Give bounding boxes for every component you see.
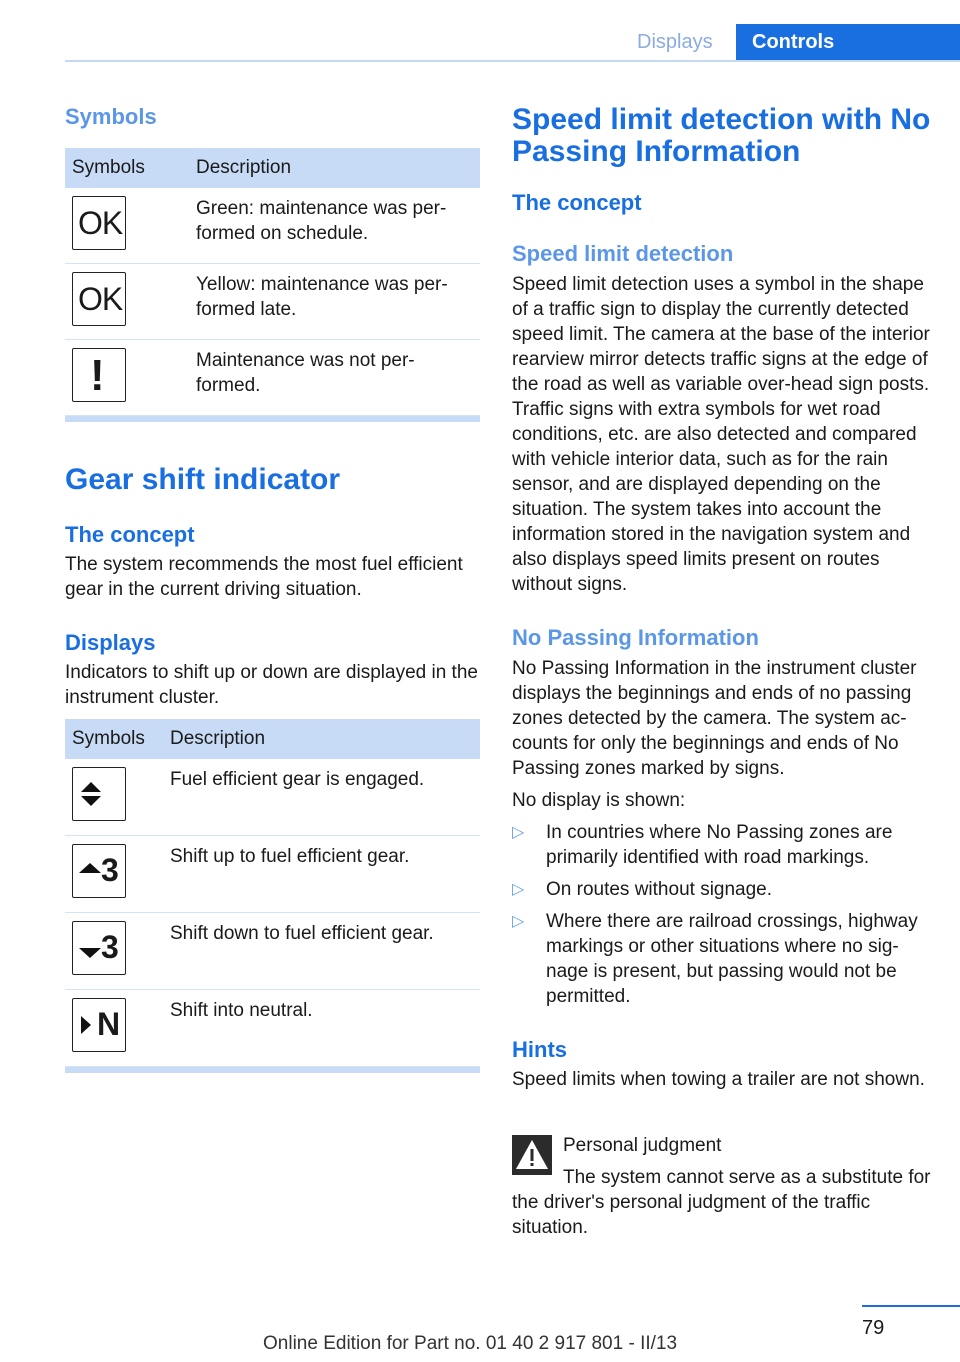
footer-rule: [862, 1305, 960, 1307]
table-row: [65, 759, 480, 836]
no-display-list: [512, 820, 932, 1009]
no-passing-text: No Passing Information in the instrument cluster displays the beginnings and ends of no passing zones detected by the camera. The system ac-counts for only the beginnings and ends of No Passing zones marked by signs.: [512, 658, 917, 779]
shift-down-icon: 3: [72, 921, 126, 975]
gear-shift-symbols-table: [65, 719, 480, 1073]
column-header-symbols: Symbols: [72, 728, 145, 749]
no-display-text: No display is shown:: [512, 790, 686, 811]
row-description: Green: maintenance was per- formed on schedule.: [196, 198, 447, 244]
displays-heading: Displays: [65, 630, 156, 655]
concept-heading: The concept: [65, 522, 195, 547]
gear-shift-title: Gear shift indicator: [65, 463, 341, 496]
table-row: [65, 913, 480, 990]
triangle-bullet-icon: ▷: [512, 913, 525, 930]
no-passing-heading: No Passing Information: [512, 625, 759, 650]
symbols-heading: Symbols: [65, 104, 157, 129]
column-header-symbols: Symbols: [72, 157, 145, 178]
shift-neutral-icon: N: [72, 998, 126, 1052]
table-row: [65, 188, 480, 264]
warning-triangle-icon: [512, 1135, 552, 1175]
exclamation-icon: !: [72, 348, 126, 402]
ok-green-icon: OK: [72, 196, 126, 250]
row-description: Shift into neutral.: [170, 1000, 313, 1021]
concept-text: The system recommends the most fuel efficient gear in the current driving situation.: [65, 554, 463, 600]
page-number: 79: [862, 1317, 885, 1339]
table-header: [65, 148, 480, 188]
hints-heading: Hints: [512, 1037, 567, 1062]
warning-title: Personal judgment: [563, 1135, 722, 1156]
speed-limit-title: Speed limit detection with No Passing Information: [512, 103, 931, 168]
table-row: [65, 990, 480, 1067]
row-description: Maintenance was not per- formed.: [196, 350, 415, 396]
edition-footer: Online Edition for Part no. 01 40 2 917 801 - II/13: [263, 1333, 678, 1354]
table-row: [65, 264, 480, 340]
gear-engaged-icon: [72, 767, 126, 821]
list-item: ▷ In countries where No Passing zones are primarily identified with road markings.: [512, 822, 893, 868]
row-description: Fuel efficient gear is engaged.: [170, 769, 425, 790]
displays-text: Indicators to shift up or down are displayed in the instrument cluster.: [65, 662, 478, 708]
header-rule: [65, 60, 960, 62]
triangle-bullet-icon: ▷: [512, 824, 525, 841]
row-description: Yellow: maintenance was per- formed late.: [196, 274, 448, 320]
table-header: [65, 719, 480, 759]
table-row: [65, 836, 480, 913]
table-end-rule: [65, 1067, 480, 1073]
hints-text: Speed limits when towing a trailer are not shown.: [512, 1069, 925, 1090]
shift-up-icon: 3: [72, 844, 126, 898]
row-description: Shift down to fuel efficient gear.: [170, 923, 434, 944]
table-end-rule: [65, 416, 480, 422]
list-item: ▷ Where there are railroad crossings, highway markings or other situations where no sig-nage is present, but passing would not be permitted.: [512, 911, 918, 1007]
warning-text: The system cannot serve as a substitute for the driver's personal judgment of the traffic situation.: [512, 1167, 931, 1238]
table-row: [65, 340, 480, 416]
warning-box: [512, 1133, 932, 1240]
row-description: Shift up to fuel efficient gear.: [170, 846, 410, 867]
speed-limit-heading: Speed limit detection: [512, 241, 734, 266]
column-header-description: Description: [170, 728, 266, 749]
maintenance-symbols-table: [65, 148, 480, 422]
column-header-description: Description: [196, 157, 292, 178]
speed-limit-text: Speed limit detection uses a symbol in the shape of a traffic sign to display the currently detected speed limit. The camera at the base of the interior rearview mirror detects traffic signs at the edge of the road as well as variable over-head sign posts. Traffic signs with extra symbols for wet road conditions, etc. are also detected and compared with vehicle interior data, such as for the rain sensor, and are displayed depending on the situation. The system takes into account the information stored in the navigation system and also displays speed limits present on routes without signs.: [512, 274, 930, 595]
header-chapter-tab: Controls: [736, 24, 960, 62]
right-concept-heading: The concept: [512, 190, 642, 215]
ok-yellow-icon: OK: [72, 272, 126, 326]
triangle-bullet-icon: ▷: [512, 881, 525, 898]
header-section-label: Displays: [637, 31, 713, 53]
list-item: ▷ On routes without signage.: [512, 879, 773, 900]
